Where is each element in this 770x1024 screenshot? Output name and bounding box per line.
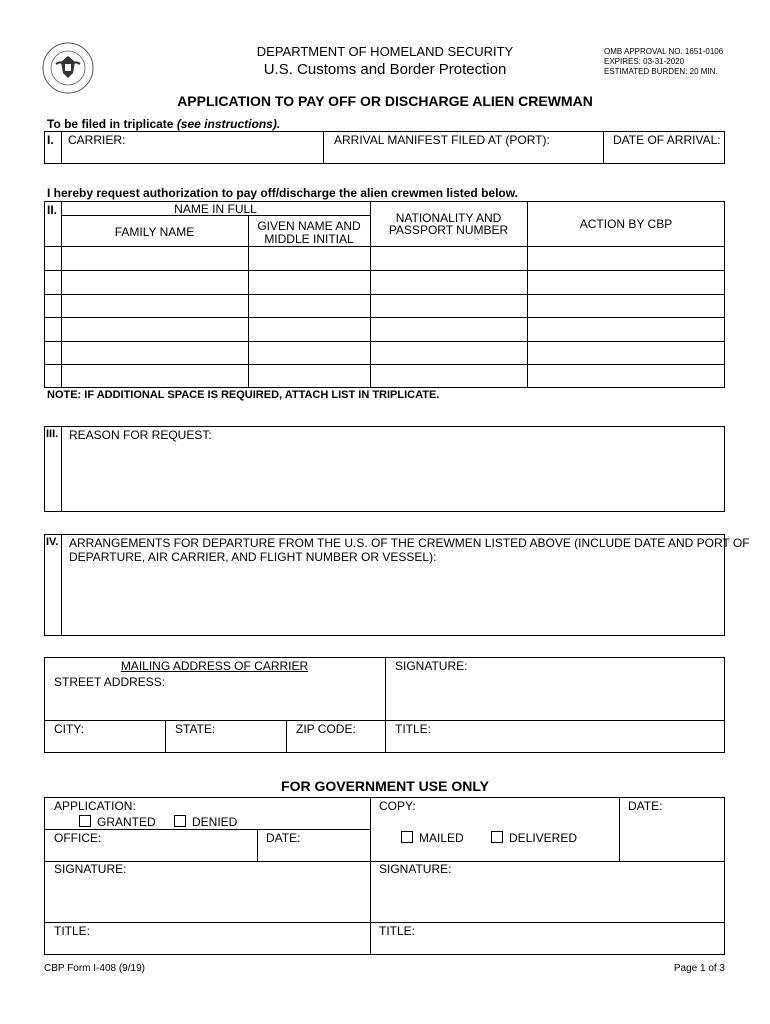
arrival-manifest-label: ARRIVAL MANIFEST FILED AT (PORT): xyxy=(334,133,550,147)
nationality-header-line1: NATIONALITY AND xyxy=(395,211,502,225)
nationality-passport-cell[interactable] xyxy=(371,318,527,340)
mailed-checkbox[interactable] xyxy=(401,831,464,845)
gov-signature-right-field[interactable] xyxy=(371,862,724,921)
delivered-label: DELIVERED xyxy=(509,831,578,845)
omb-number: OMB APPROVAL NO. 1651-0106 xyxy=(604,47,724,56)
office-field[interactable] xyxy=(45,830,256,860)
section-1-number: I. xyxy=(47,133,54,147)
nationality-passport-cell[interactable] xyxy=(371,365,527,387)
nationality-passport-cell[interactable] xyxy=(371,271,527,293)
date-of-arrival-label: DATE OF ARRIVAL: xyxy=(613,133,721,147)
table-row xyxy=(62,365,724,387)
government-use-heading: FOR GOVERNMENT USE ONLY xyxy=(281,778,489,794)
denied-label: DENIED xyxy=(192,815,238,829)
section-4-number: IV. xyxy=(46,536,59,548)
action-by-cbp-cell[interactable] xyxy=(528,295,724,316)
date-of-arrival-field[interactable] xyxy=(604,132,724,163)
expiration-date: EXPIRES: 03-31-2020 xyxy=(604,57,685,66)
delivered-checkbox[interactable] xyxy=(491,831,577,845)
page-number: Page 1 of 3 xyxy=(673,963,725,974)
gov-signature-right-label: SIGNATURE: xyxy=(379,862,452,876)
nationality-header-line2: PASSPORT NUMBER xyxy=(388,223,509,237)
delivered-checkbox-box xyxy=(491,831,503,843)
city-label: CITY: xyxy=(54,722,85,736)
request-statement: I hereby request authorization to pay off/discharge the alien crewmen listed below. xyxy=(47,186,518,200)
action-by-cbp-cell[interactable] xyxy=(528,318,724,340)
zip-code-field[interactable] xyxy=(287,721,384,752)
reason-for-request-field[interactable] xyxy=(62,427,724,511)
filing-note xyxy=(47,117,280,131)
mailed-checkbox-box xyxy=(401,831,413,843)
nationality-passport-cell[interactable] xyxy=(371,295,527,316)
dhs-seal-icon xyxy=(42,42,94,94)
denied-checkbox-box xyxy=(174,815,186,827)
city-field[interactable] xyxy=(45,721,164,752)
given-name-cell[interactable] xyxy=(249,247,370,269)
gov-title-left-label: TITLE: xyxy=(54,924,91,938)
given-name-cell[interactable] xyxy=(249,271,370,293)
reason-for-request-label: REASON FOR REQUEST: xyxy=(69,428,212,442)
carrier-title-label: TITLE: xyxy=(395,722,432,736)
agency-name: U.S. Customs and Border Protection xyxy=(263,61,507,78)
section-2-number: II. xyxy=(47,203,58,217)
table-row xyxy=(62,318,724,340)
street-address-field[interactable] xyxy=(45,673,384,719)
action-by-cbp-cell[interactable] xyxy=(528,342,724,363)
table-row xyxy=(62,247,724,269)
departure-arrangements-field[interactable] xyxy=(62,535,750,635)
name-in-full-header: NAME IN FULL xyxy=(174,202,257,216)
mailing-address-heading xyxy=(44,659,385,673)
action-by-cbp-cell[interactable] xyxy=(528,271,724,293)
gov-title-right-label: TITLE: xyxy=(379,924,416,938)
copy-date-label: DATE: xyxy=(628,799,663,813)
action-by-cbp-cell[interactable] xyxy=(528,365,724,387)
action-by-cbp-header: ACTION BY CBP xyxy=(579,217,673,231)
gov-title-right-field[interactable] xyxy=(371,923,724,954)
given-name-cell[interactable] xyxy=(249,318,370,340)
family-name-cell[interactable] xyxy=(62,342,248,363)
given-name-header-line1: GIVEN NAME AND xyxy=(257,219,361,233)
application-label: APPLICATION: xyxy=(54,799,136,813)
given-name-cell[interactable] xyxy=(249,295,370,316)
office-label: OFFICE: xyxy=(54,831,102,845)
zip-code-label: ZIP CODE: xyxy=(296,722,356,736)
table-row xyxy=(62,295,724,316)
department-name: DEPARTMENT OF HOMELAND SECURITY xyxy=(256,44,514,59)
given-name-cell[interactable] xyxy=(249,342,370,363)
nationality-passport-cell[interactable] xyxy=(371,342,527,363)
carrier-signature-label: SIGNATURE: xyxy=(395,659,468,673)
form-identifier: CBP Form I-408 (9/19) xyxy=(44,963,145,974)
given-name-cell[interactable] xyxy=(249,365,370,387)
granted-checkbox[interactable] xyxy=(79,815,156,829)
granted-checkbox-box xyxy=(79,815,91,827)
filing-note-instructions: (see instructions). xyxy=(176,117,281,131)
gov-signature-left-field[interactable] xyxy=(45,862,369,921)
carrier-field[interactable] xyxy=(62,132,322,163)
form-title: APPLICATION TO PAY OFF OR DISCHARGE ALIEN CREWMAN xyxy=(177,93,593,109)
filing-note-text: To be filed in triplicate xyxy=(47,117,174,131)
office-date-field[interactable] xyxy=(258,830,369,860)
table-row xyxy=(62,271,724,293)
family-name-cell[interactable] xyxy=(62,271,248,293)
state-label: STATE: xyxy=(175,722,216,736)
office-date-label: DATE: xyxy=(266,831,301,845)
given-name-header-line2: MIDDLE INITIAL xyxy=(264,232,354,246)
gov-signature-left-label: SIGNATURE: xyxy=(54,862,127,876)
family-name-cell[interactable] xyxy=(62,365,248,387)
section-3-number: III. xyxy=(46,428,59,440)
granted-label: GRANTED xyxy=(97,815,156,829)
table-row xyxy=(62,342,724,363)
copy-date-field[interactable] xyxy=(620,798,724,860)
carrier-title-field[interactable] xyxy=(386,721,724,752)
gov-title-left-field[interactable] xyxy=(45,923,369,954)
carrier-label: CARRIER: xyxy=(68,133,126,147)
denied-checkbox[interactable] xyxy=(174,815,237,829)
nationality-passport-cell[interactable] xyxy=(371,247,527,269)
mailed-label: MAILED xyxy=(419,831,464,845)
carrier-signature-field[interactable] xyxy=(386,658,724,719)
family-name-cell[interactable] xyxy=(62,318,248,340)
state-field[interactable] xyxy=(166,721,285,752)
family-name-header: FAMILY NAME xyxy=(114,225,195,239)
action-by-cbp-cell[interactable] xyxy=(528,247,724,269)
departure-arrangements-label-line1: ARRANGEMENTS FOR DEPARTURE FROM THE U.S. OF THE CREWMEN LISTED ABOVE (INCLUDE DATE AND PORT OF xyxy=(69,536,750,550)
street-address-label: STREET ADDRESS: xyxy=(54,675,166,689)
departure-arrangements-label-line2: DEPARTURE, AIR CARRIER, AND FLIGHT NUMBER OR VESSEL): xyxy=(69,550,437,564)
estimated-burden: ESTIMATED BURDEN: 20 MIN. xyxy=(604,67,718,76)
mailing-address-heading-text: MAILING ADDRESS OF CARRIER xyxy=(120,659,309,673)
copy-label: COPY: xyxy=(379,799,416,813)
family-name-cell[interactable] xyxy=(62,295,248,316)
family-name-cell[interactable] xyxy=(62,247,248,269)
additional-space-note: NOTE: IF ADDITIONAL SPACE IS REQUIRED, ATTACH LIST IN TRIPLICATE. xyxy=(47,389,440,401)
arrival-manifest-port-field[interactable] xyxy=(324,132,602,163)
